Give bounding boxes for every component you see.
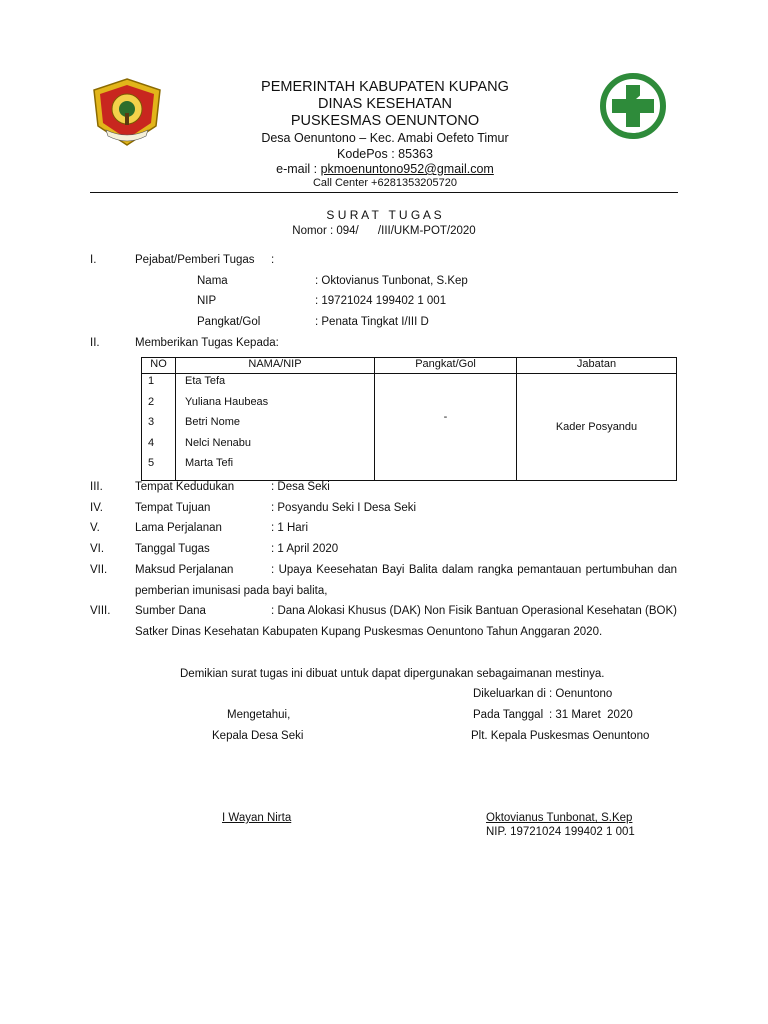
position-cell: Kader Posyandu	[517, 374, 677, 481]
section-1-number: I.	[90, 254, 97, 266]
row-number: 3	[148, 416, 155, 429]
section-5-label: Lama Perjalanan	[135, 522, 222, 534]
row-number: 4	[148, 436, 155, 449]
numbers-cell	[142, 374, 176, 481]
official-rank-value: : Penata Tingkat I/III D	[315, 316, 429, 328]
letterhead-government: PEMERINTAH KABUPATEN KUPANG	[261, 79, 509, 95]
section-1-colon: :	[271, 254, 275, 266]
row-number: 5	[148, 457, 155, 470]
row-number: 1	[148, 375, 155, 387]
section-8-value: : Dana Alokasi Khusus (DAK) Non Fisik Bantuan Operasional Kesehatan (BOK)	[271, 605, 677, 617]
assignee-name: Eta Tefa	[185, 375, 226, 387]
section-5-value: : 1 Hari	[271, 522, 309, 534]
section-2-number: II.	[90, 337, 100, 349]
issued-date-label: Pada Tanggal	[473, 709, 544, 721]
email-link[interactable]: pkmoenuntono952@gmail.com	[320, 162, 494, 176]
puskesmas-head-title: Plt. Kepala Puskesmas Oenuntono	[471, 730, 650, 742]
acknowledged-label: Mengetahui,	[227, 709, 291, 721]
letterhead-postal-code: KodePos : 85363	[337, 147, 433, 161]
assignee-name: Betri Nome	[185, 416, 241, 429]
section-2-label: Memberikan Tugas Kepada:	[135, 337, 279, 349]
letterhead-email	[180, 162, 590, 176]
letterhead-address: Desa Oenuntono – Kec. Amabi Oefeto Timur	[261, 131, 509, 145]
village-head-name: I Wayan Nirta	[222, 812, 292, 824]
section-4-value: : Posyandu Seki I Desa Seki	[271, 502, 417, 514]
section-8-continuation: Satker Dinas Kesehatan Kabupaten Kupang Puskesmas Oenuntono Tahun Anggaran 2020.	[135, 626, 603, 638]
assignee-name: Nelci Nenabu	[185, 436, 252, 449]
closing-statement: Demikian surat tugas ini dibuat untuk dapat dipergunakan sebagaimanan mestinya.	[180, 668, 605, 680]
section-7-continuation: pemberian imunisasi pada bayi balita,	[135, 585, 328, 597]
rank-cell: -	[375, 374, 517, 481]
official-nip-label: NIP	[197, 295, 217, 307]
health-office-logo	[595, 71, 671, 141]
column-header-name: NAMA/NIP	[176, 358, 375, 374]
section-6-value: : 1 April 2020	[271, 543, 339, 555]
letter-number: Nomor : 094/ /III/UKM-POT/2020	[292, 225, 476, 237]
section-3-value: : Desa Seki	[271, 481, 330, 493]
section-3-label: Tempat Kedudukan	[135, 481, 235, 493]
column-header-position: Jabatan	[517, 358, 677, 374]
puskesmas-head-nip: NIP. 19721024 199402 1 001	[486, 826, 635, 838]
section-4-number: IV.	[90, 502, 104, 514]
section-7-label: Maksud Perjalanan	[135, 564, 234, 576]
official-name-label: Nama	[197, 275, 228, 287]
names-cell	[176, 374, 375, 481]
issued-place-label: Dikeluarkan di	[473, 688, 546, 700]
kupang-regency-emblem	[88, 76, 166, 148]
issued-date-value: : 31 Maret 2020	[549, 709, 633, 721]
section-7-number: VII.	[90, 564, 108, 576]
letter-title: S U R A T T U G A S	[326, 208, 442, 222]
issued-place-value: : Oenuntono	[549, 688, 613, 700]
section-8-label: Sumber Dana	[135, 605, 206, 617]
section-8-number: VIII.	[90, 605, 111, 617]
email-label: e-mail :	[276, 162, 321, 176]
section-7-value: : Upaya Keesehatan Bayi Balita dalam rangka pemantauan pertumbuhan dan	[271, 564, 677, 576]
table-header-row	[142, 358, 677, 374]
assignee-name: Marta Tefi	[185, 457, 234, 470]
letterhead-puskesmas: PUSKESMAS OENUNTONO	[290, 113, 480, 129]
official-name-value: : Oktovianus Tunbonat, S.Kep	[315, 275, 468, 287]
letterhead-call-center: Call Center +6281353205720	[312, 177, 458, 189]
assignee-table	[141, 357, 677, 481]
puskesmas-head-name: Oktovianus Tunbonat, S.Kep	[486, 812, 633, 824]
section-1-label: Pejabat/Pemberi Tugas	[135, 254, 255, 266]
section-4-label: Tempat Tujuan	[135, 502, 211, 514]
letterhead-divider	[90, 192, 678, 193]
village-head-title: Kepala Desa Seki	[212, 730, 304, 742]
table-body-row	[142, 374, 677, 481]
column-header-no: NO	[142, 358, 176, 374]
assignee-name: Yuliana Haubeas	[185, 395, 269, 408]
row-number: 2	[148, 395, 155, 408]
section-6-number: VI.	[90, 543, 105, 555]
letterhead-office: DINAS KESEHATAN	[317, 96, 453, 112]
official-nip-value: : 19721024 199402 1 001	[315, 295, 447, 307]
section-3-number: III.	[90, 481, 103, 493]
column-header-rank: Pangkat/Gol	[375, 358, 517, 374]
official-rank-label: Pangkat/Gol	[197, 316, 261, 328]
section-6-label: Tanggal Tugas	[135, 543, 210, 555]
section-5-number: V.	[90, 522, 100, 534]
